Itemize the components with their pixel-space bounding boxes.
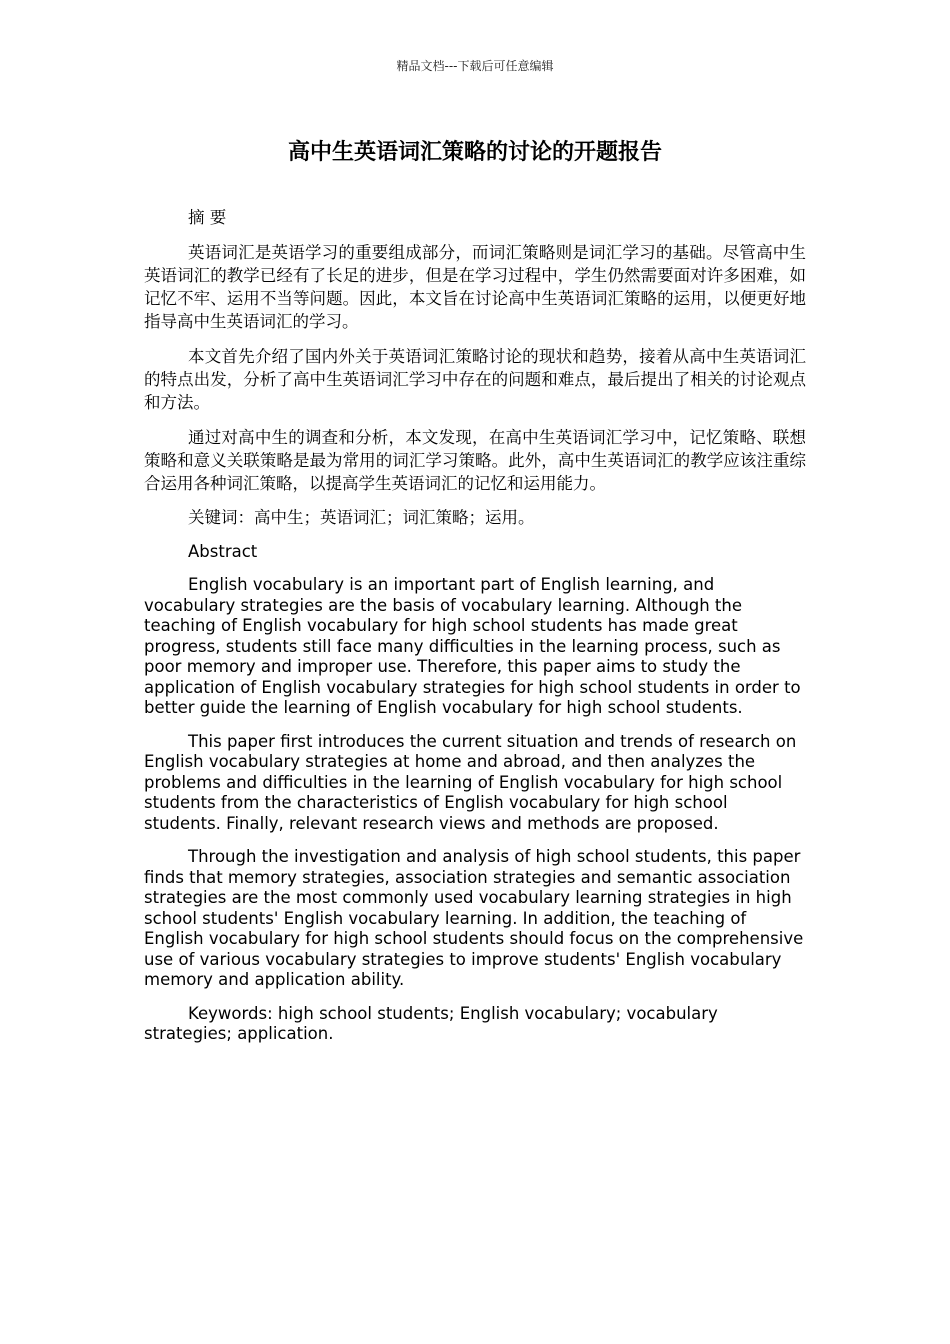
abstract-en-paragraph-3: Through the investigation and analysis of high school students, this paper finds that memory strategies, association strategies and semantic association strategies are the most commonly used vocabulary learning strategies in high school students' English vocabulary learning. In addition, the teaching of English vocabulary for high school students should focus on the comprehensive use of various vocabulary strategies to improve students' English vocabulary memory and application ability. xyxy=(144,847,804,989)
abstract-zh-label: 摘 要 xyxy=(188,208,227,227)
document-title: 高中生英语词汇策略的讨论的开题报告 xyxy=(287,140,662,165)
abstract-en-label: Abstract xyxy=(188,542,258,561)
abstract-zh-paragraph-1: 英语词汇是英语学习的重要组成部分，而词汇策略则是词汇学习的基础。尽管高中生英语词汇的教学已经有了长足的进步，但是在学习过程中，学生仍然需要面对许多困难，如记忆不牢、运用不当等问题。因此，本文旨在讨论高中生英语词汇策略的运用，以便更好地指导高中生英语词汇的学习。 xyxy=(144,243,806,331)
document-body xyxy=(144,207,806,1058)
abstract-zh-paragraph-3: 通过对高中生的调查和分析，本文发现，在高中生英语词汇学习中，记忆策略、联想策略和意义关联策略是最为常用的词汇学习策略。此外，高中生英语词汇的教学应该注重综合运用各种词汇策略，以提高学生英语词汇的记忆和运用能力。 xyxy=(144,428,806,493)
keywords-en: Keywords: high school students; English vocabulary; vocabulary strategies; application. xyxy=(144,1003,718,1043)
abstract-en-paragraph-1: English vocabulary is an important part of English learning, and vocabulary strategies are the basis of vocabulary learning. Although the teaching of English vocabulary for high school students has made great progress, students still face many difficulties in the learning process, such as poor memory and improper use. Therefore, this paper aims to study the application of English vocabulary strategies for high school students in order to better guide the learning of English vocabulary for high school students. xyxy=(144,575,801,717)
abstract-en-paragraph-2: This paper first introduces the current situation and trends of research on English vocabulary strategies at home and abroad, and then analyzes the problems and difficulties in the learning of English vocabulary for high school students from the characteristics of English vocabulary for high school students. Finally, relevant research views and methods are proposed. xyxy=(144,731,797,833)
page-header-note: 精品文档---下载后可任意编辑 xyxy=(396,59,554,73)
abstract-zh-paragraph-2: 本文首先介绍了国内外关于英语词汇策略讨论的现状和趋势，接着从高中生英语词汇的特点出发，分析了高中生英语词汇学习中存在的问题和难点，最后提出了相关的讨论观点和方法。 xyxy=(144,347,806,412)
keywords-zh: 关键词：高中生；英语词汇；词汇策略；运用。 xyxy=(188,508,535,527)
